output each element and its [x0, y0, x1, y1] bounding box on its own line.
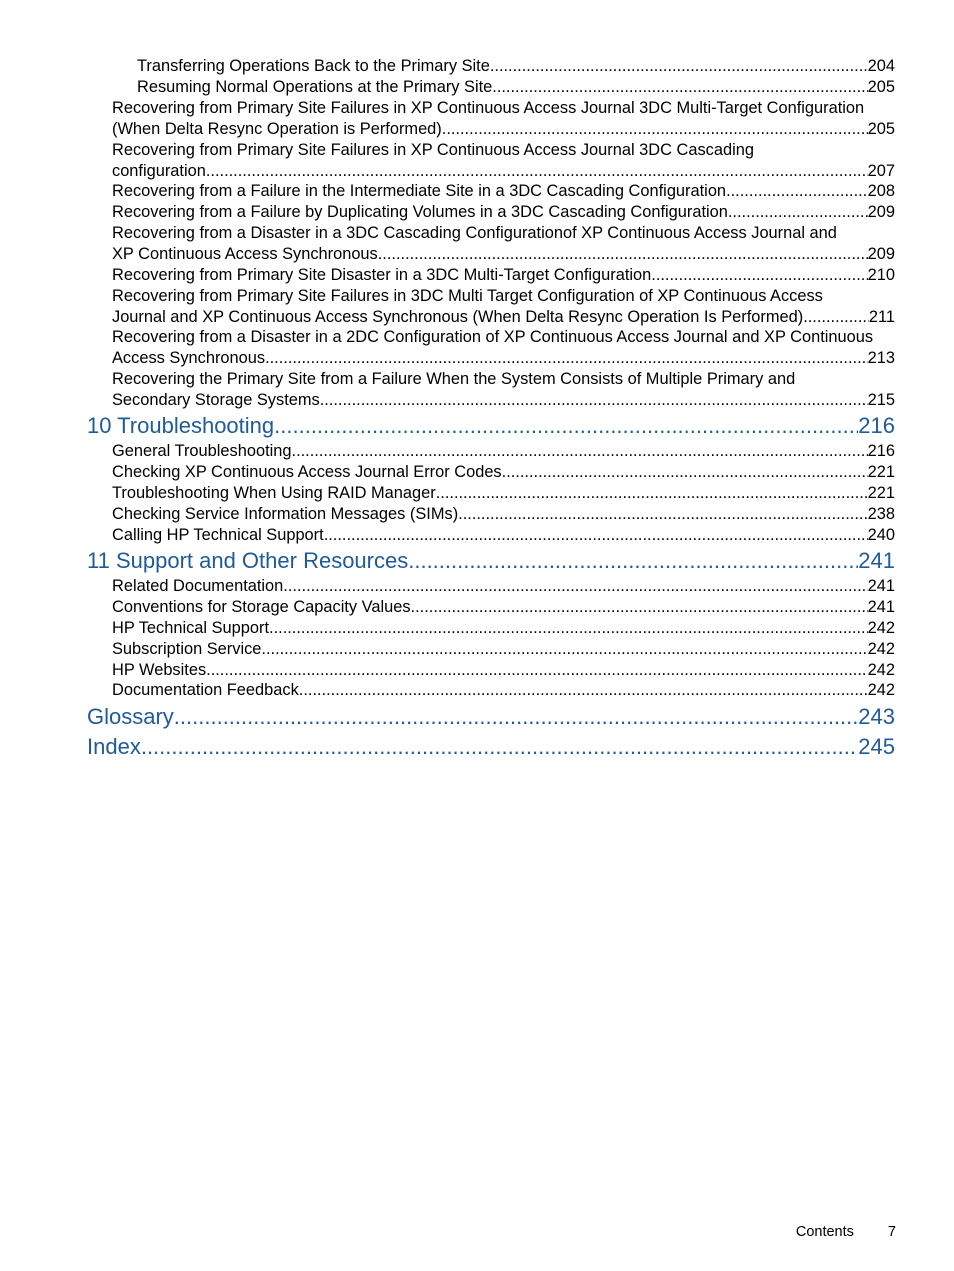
toc-entry-page-number: 221 — [867, 484, 895, 502]
toc-entry[interactable] — [112, 483, 895, 504]
toc-entry-page-number: 205 — [867, 78, 895, 96]
toc-entry-title: Resuming Normal Operations at the Primary Site — [137, 78, 493, 96]
footer-page-number: 7 — [887, 1224, 896, 1240]
toc-entry-page-number: 205 — [867, 120, 895, 138]
toc-entry-title: Recovering from a Failure by Duplicating Volumes in a 3DC Cascading Configuration — [112, 203, 728, 221]
toc-entry-title: Index — [87, 734, 141, 759]
toc-entry-title: 10 Troubleshooting — [87, 413, 275, 438]
toc-entry-title: Checking Service Information Messages (SIMs) — [112, 505, 459, 523]
toc-entry-page-number: 242 — [867, 681, 895, 699]
toc-entry[interactable] — [112, 618, 895, 639]
toc-entry-page-number: 204 — [867, 57, 895, 75]
toc-entry-page-number: 242 — [867, 619, 895, 637]
toc-entry-page-number: 216 — [867, 442, 895, 460]
toc-entry-title: configuration — [112, 162, 206, 180]
toc-entry[interactable] — [112, 181, 895, 202]
toc-entry-title: General Troubleshooting — [112, 442, 292, 460]
toc-entry-page-number: 241 — [867, 598, 895, 616]
toc-entry-title: Calling HP Technical Support — [112, 526, 324, 544]
toc-entry-title-line: Recovering the Primary Site from a Failure When the System Consists of Multiple Primary and — [112, 370, 796, 388]
toc-entry-title: Access Synchronous — [112, 349, 266, 367]
toc-entry-title: HP Websites — [112, 661, 207, 679]
toc-entry-title: Recovering from a Failure in the Intermediate Site in a 3DC Cascading Configuration — [112, 182, 727, 200]
toc-entry-page-number: 215 — [867, 391, 895, 409]
toc-entry-page-number: 208 — [867, 182, 895, 200]
dot-leader — [651, 265, 867, 286]
toc-entry-title: Recovering from Primary Site Disaster in a 3DC Multi-Target Configuration — [112, 266, 652, 284]
toc-entry[interactable] — [112, 98, 895, 140]
toc-entry[interactable] — [112, 369, 895, 411]
toc-entry[interactable] — [112, 680, 895, 701]
toc-entry-page-number: 209 — [867, 203, 895, 221]
dot-leader — [292, 441, 868, 462]
toc-entry[interactable] — [112, 441, 895, 462]
toc-entry-title: Transferring Operations Back to the Primary Site — [137, 57, 490, 75]
dot-leader — [299, 680, 868, 701]
toc-entry-title: (When Delta Resync Operation is Performed) — [112, 120, 442, 138]
toc-entry[interactable] — [112, 660, 895, 681]
toc-entry-title-line: Recovering from Primary Site Failures in 3DC Multi Target Configuration of XP Continuous Access — [112, 287, 823, 305]
toc-chapter-entry[interactable] — [87, 412, 895, 440]
footer-section-label: Contents — [795, 1224, 854, 1240]
toc-entry-page-number: 242 — [867, 640, 895, 658]
toc-chapter-entry[interactable] — [87, 733, 895, 761]
dot-leader — [458, 504, 867, 525]
page-footer — [796, 1222, 896, 1242]
toc-entry-title: Glossary — [87, 704, 174, 729]
toc-entry[interactable] — [112, 525, 895, 546]
toc-entry-page-number: 210 — [867, 266, 895, 284]
dot-leader — [436, 483, 868, 504]
toc-entry[interactable] — [112, 202, 895, 223]
toc-entry-page-number: 241 — [867, 577, 895, 595]
toc-entry-title-line: Recovering from a Disaster in a 2DC Configuration of XP Continuous Access Journal and XP Continuous — [112, 328, 874, 346]
toc-entry-page-number: 240 — [867, 526, 895, 544]
dot-leader — [411, 597, 868, 618]
dot-leader — [502, 462, 868, 483]
toc-entry[interactable] — [112, 327, 895, 369]
toc-entry-title-line: Recovering from a Disaster in a 3DC Cascading Configurationof XP Continuous Access Journal and — [112, 224, 837, 242]
toc-entry-page-number: 211 — [868, 308, 895, 326]
dot-leader — [408, 547, 858, 575]
dot-leader — [726, 181, 868, 202]
dot-leader — [174, 703, 858, 731]
dot-leader — [141, 733, 858, 761]
toc-entry-title: 11 Support and Other Resources — [87, 548, 409, 573]
dot-leader — [269, 618, 868, 639]
toc-entry-page-number: 238 — [867, 505, 895, 523]
toc-entry-title-line: Recovering from Primary Site Failures in XP Continuous Access Journal 3DC Multi-Target Configuration — [112, 99, 865, 117]
dot-leader — [206, 660, 868, 681]
toc-entry-title-line: Recovering from Primary Site Failures in XP Continuous Access Journal 3DC Cascading — [112, 141, 754, 159]
toc-entry-page-number: 221 — [867, 463, 895, 481]
toc-entry[interactable] — [112, 597, 895, 618]
toc-entry-page-number: 243 — [858, 704, 895, 729]
toc-entry-title: Troubleshooting When Using RAID Manager — [112, 484, 436, 502]
toc-entry-title: Related Documentation — [112, 577, 284, 595]
toc-entry[interactable] — [112, 286, 895, 328]
toc-entry[interactable] — [112, 462, 895, 483]
dot-leader — [274, 412, 858, 440]
toc-entry[interactable] — [137, 77, 895, 98]
toc-entry-title: HP Technical Support — [112, 619, 270, 637]
dot-leader — [283, 576, 867, 597]
toc-entry[interactable] — [137, 56, 895, 77]
dot-leader — [492, 77, 867, 98]
toc-entry-page-number: 241 — [858, 548, 895, 573]
dot-leader — [442, 119, 868, 140]
toc-entry-title: Conventions for Storage Capacity Values — [112, 598, 411, 616]
toc-entry-page-number: 245 — [858, 734, 895, 759]
dot-leader — [378, 244, 868, 265]
toc-chapter-entry[interactable] — [87, 547, 895, 575]
toc-entry-title: Documentation Feedback — [112, 681, 299, 699]
dot-leader — [206, 161, 868, 182]
dot-leader — [324, 525, 868, 546]
dot-leader — [265, 348, 868, 369]
dot-leader — [490, 56, 868, 77]
toc-entry-page-number: 207 — [867, 162, 895, 180]
toc-entry[interactable] — [112, 639, 895, 660]
toc-entry-title: XP Continuous Access Synchronous — [112, 245, 378, 263]
toc-entry-title: Journal and XP Continuous Access Synchronous (When Delta Resync Operation Is Performed) — [112, 308, 804, 326]
toc-entry-page-number: 209 — [867, 245, 895, 263]
toc-entry[interactable] — [112, 576, 895, 597]
toc-entry-title: Secondary Storage Systems — [112, 391, 320, 409]
toc-entry-page-number: 216 — [858, 413, 895, 438]
toc-entry-page-number: 242 — [867, 661, 895, 679]
toc-entry[interactable] — [112, 140, 895, 182]
toc-entry[interactable] — [112, 265, 895, 286]
dot-leader — [261, 639, 867, 660]
dot-leader — [320, 390, 868, 411]
dot-leader — [728, 202, 868, 223]
toc-entry-title: Subscription Service — [112, 640, 262, 658]
dot-leader — [803, 307, 869, 328]
toc-entry-page-number: 213 — [867, 349, 895, 367]
toc-entry[interactable] — [112, 504, 895, 525]
toc-chapter-entry[interactable] — [87, 703, 895, 731]
toc-entry[interactable] — [112, 223, 895, 265]
toc-entry-title: Checking XP Continuous Access Journal Error Codes — [112, 463, 502, 481]
